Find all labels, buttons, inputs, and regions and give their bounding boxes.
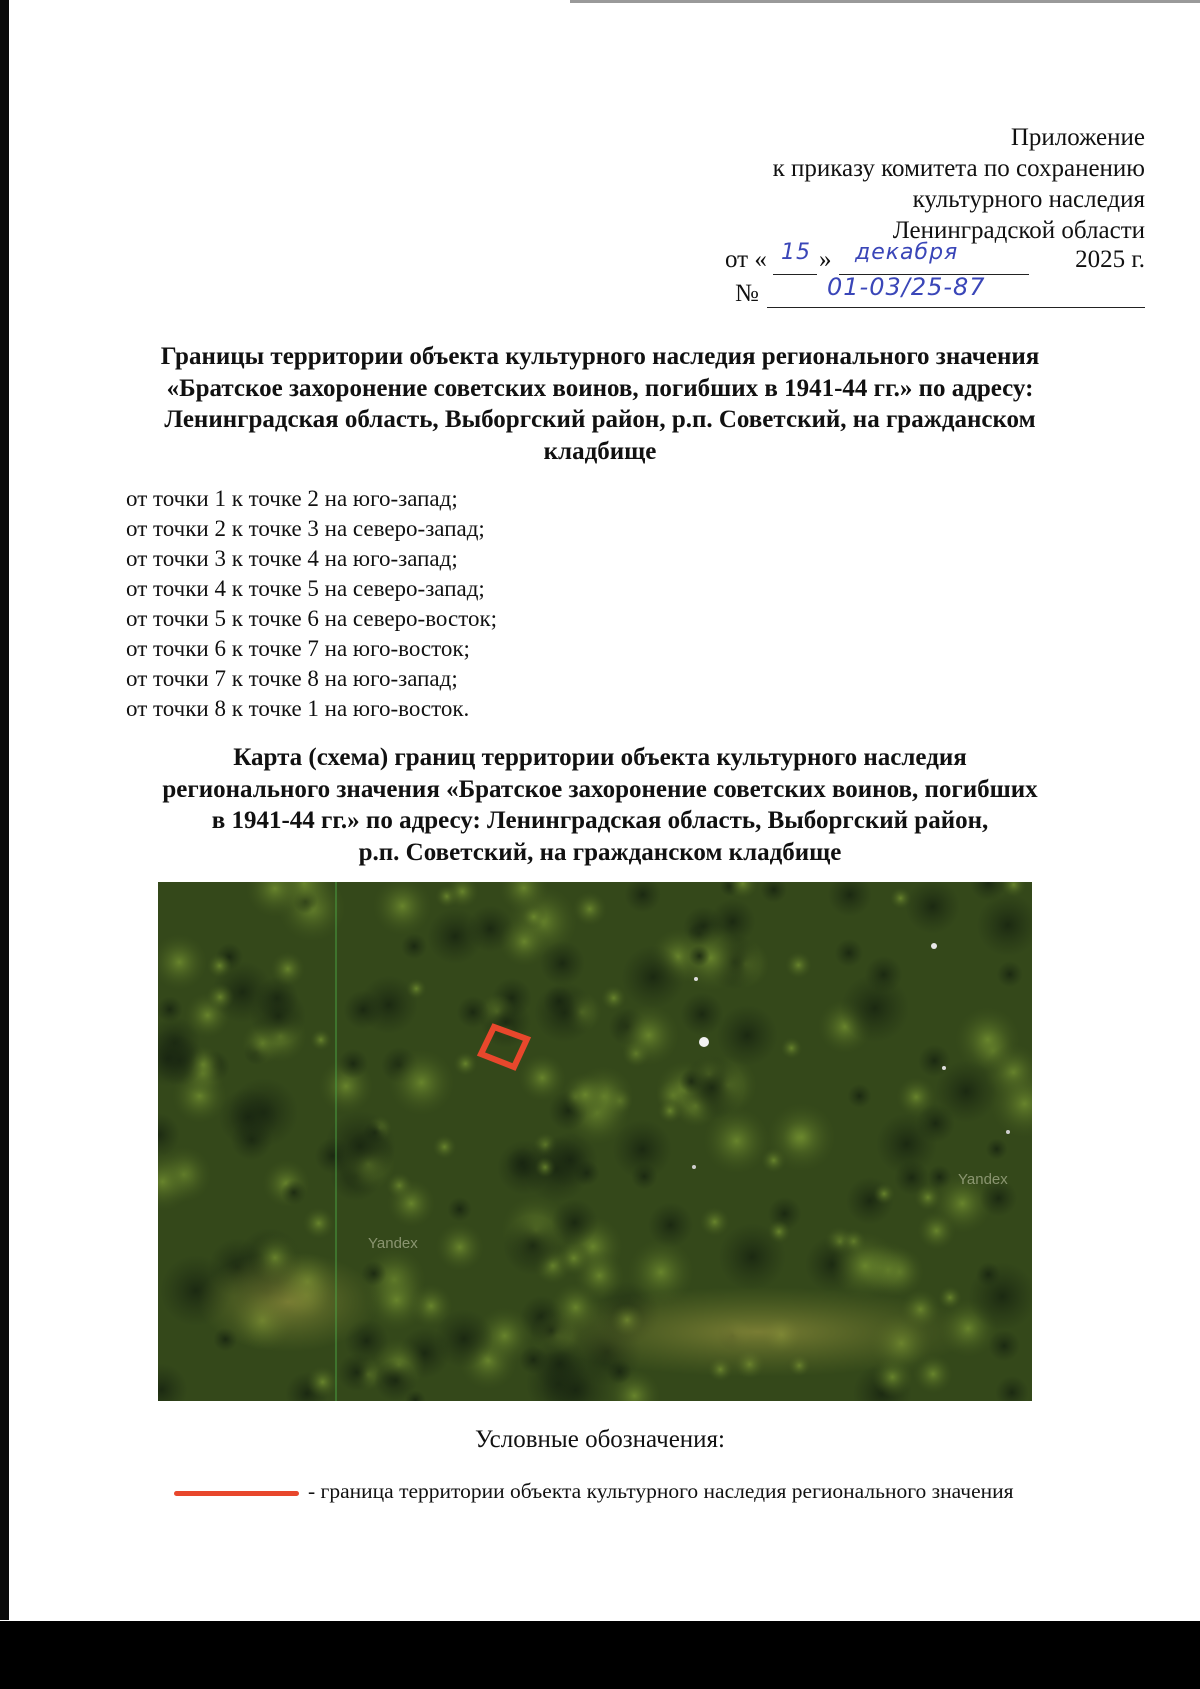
tree-crown: [680, 1056, 744, 1120]
day-handwritten: 15: [781, 240, 811, 265]
tree-crown: [324, 1111, 395, 1182]
direction-item: от точки 8 к точке 1 на юго-восток.: [126, 696, 470, 721]
tree-crown: [542, 1132, 597, 1187]
tree-crown: [716, 1005, 777, 1066]
document-title: Границы территории объекта культурного наследия регионального значения «Братское захоронение советских воинов, погибших в 1941-44 гг.» по адресу: Ленинградская область, Выборгский район, р.п. Советский, на гражданском кладбище: [160, 343, 1040, 465]
yandex-watermark: Yandex: [958, 1171, 1008, 1188]
tree-crown: [453, 1052, 477, 1076]
tree-crown: [337, 1353, 376, 1392]
tree-crown: [621, 945, 685, 1009]
white-dot: [931, 943, 937, 949]
white-dot: [694, 977, 698, 981]
tree-crown: [551, 1199, 598, 1246]
number-label: №: [735, 280, 759, 307]
direction-item: от точки 1 к точке 2 на юго-запад;: [126, 486, 458, 511]
tree-crown: [338, 1049, 368, 1079]
tree-crown: [986, 1138, 1008, 1160]
satellite-map: [158, 882, 1032, 1401]
tree-crown: [250, 988, 306, 1044]
tree-crown: [835, 939, 864, 968]
tree-crown: [680, 993, 723, 1036]
tree-crown: [307, 1366, 339, 1398]
tree-crown: [612, 1120, 672, 1180]
scan-left-edge: [0, 0, 9, 1620]
tree-crown: [406, 978, 426, 998]
tree-crown: [785, 952, 812, 979]
date-suffix: 2025 г.: [1075, 246, 1145, 273]
date-mid: »: [819, 246, 832, 273]
month-handwritten: декабря: [855, 240, 959, 265]
map-title-line: в 1941-44 гг.» по адресу: Ленинградская область, Выборгский район,: [211, 807, 989, 834]
appendix-line: Приложение: [1010, 124, 1145, 151]
tree-crown: [219, 1088, 278, 1147]
tree-crown: [618, 1004, 680, 1066]
number-handwritten: 01-03/25-87: [827, 273, 986, 301]
direction-item: от точки 3 к точке 4 на юго-запад;: [126, 546, 458, 571]
map-title: [105, 742, 1095, 868]
tree-crown: [401, 933, 427, 959]
tree-crown: [387, 1179, 435, 1227]
appendix-line: культурного наследия: [912, 186, 1145, 213]
boundary-line-symbol: [174, 1491, 299, 1496]
tree-crown: [343, 990, 382, 1029]
clearing-area: [198, 1252, 378, 1352]
tree-crown: [917, 1212, 956, 1251]
white-dot: [942, 1066, 946, 1070]
tree-crown: [388, 1049, 455, 1116]
tree-crown: [847, 1084, 871, 1108]
tree-crown: [557, 1241, 591, 1275]
tree-crown: [271, 952, 305, 986]
tree-crown: [890, 887, 912, 909]
yandex-watermark: Yandex: [368, 1235, 418, 1252]
clearing-area: [538, 1287, 978, 1377]
scan-bottom-band: [0, 1621, 1200, 1689]
tree-crown: [873, 1183, 894, 1204]
tree-crown: [916, 1104, 955, 1143]
tree-crown: [781, 1037, 803, 1059]
direction-item: от точки 2 к точке 3 на северо-запад;: [126, 516, 485, 541]
date-prefix: от «: [725, 246, 767, 273]
tree-crown: [281, 1180, 306, 1205]
map-title-line: регионального значения «Братское захоронение советских воинов, погибших: [162, 775, 1038, 803]
legend-boundary-text: - граница территории объекта культурного наследия регионального значения: [308, 1479, 1014, 1503]
tree-crown: [988, 1330, 1020, 1362]
tree-crown: [831, 1232, 899, 1300]
tree-crown: [767, 1103, 837, 1173]
tree-crown: [700, 1207, 730, 1237]
tree-crown: [427, 909, 483, 965]
tree-crown: [447, 1197, 472, 1222]
tree-crown: [689, 945, 710, 966]
tree-crown: [543, 986, 575, 1018]
tree-crown: [997, 961, 1023, 987]
direction-item: от точки 7 к точке 8 на юго-запад;: [126, 666, 458, 691]
tree-crown: [718, 1223, 786, 1291]
legend-title: Условные обозначения:: [474, 1426, 726, 1453]
white-dot: [1006, 1130, 1010, 1134]
tree-crown: [506, 1147, 539, 1180]
scan-top-line: [570, 0, 1200, 3]
tree-crown: [938, 1286, 962, 1310]
direction-item: от точки 4 к точке 5 на северо-запад;: [126, 576, 485, 601]
boundary-directions-list: [126, 484, 497, 724]
white-dot: [699, 1037, 709, 1047]
appendix-header: [773, 122, 1145, 246]
tree-crown: [601, 985, 626, 1010]
order-number-row: [735, 273, 1145, 311]
tree-crown: [374, 1359, 417, 1401]
satellite-map-svg: [158, 882, 1032, 1401]
direction-item: от точки 6 к точке 7 на юго-восток;: [126, 636, 470, 661]
tree-crown: [914, 1184, 941, 1211]
direction-item: от точки 5 к точке 6 на северо-восток;: [126, 606, 498, 631]
tree-crown: [310, 1029, 332, 1051]
tree-crown: [433, 1135, 457, 1159]
appendix-line: Ленинградской области: [892, 217, 1145, 244]
tree-crown: [303, 1207, 335, 1239]
appendix-line: к приказу комитета по сохранению: [772, 155, 1145, 182]
tree-crown: [976, 1262, 1001, 1287]
tree-crown: [840, 974, 909, 1043]
map-title-line: Карта (схема) границ территории объекта культурного наследия: [233, 744, 967, 771]
white-dot: [692, 1165, 696, 1169]
tree-crown: [435, 1223, 484, 1272]
tree-crown: [677, 924, 744, 991]
tree-crown: [563, 1073, 607, 1117]
map-title-line: р.п. Советский, на гражданском кладбище: [358, 838, 842, 866]
tree-crown: [206, 983, 234, 1011]
tree-crown: [435, 1310, 494, 1369]
